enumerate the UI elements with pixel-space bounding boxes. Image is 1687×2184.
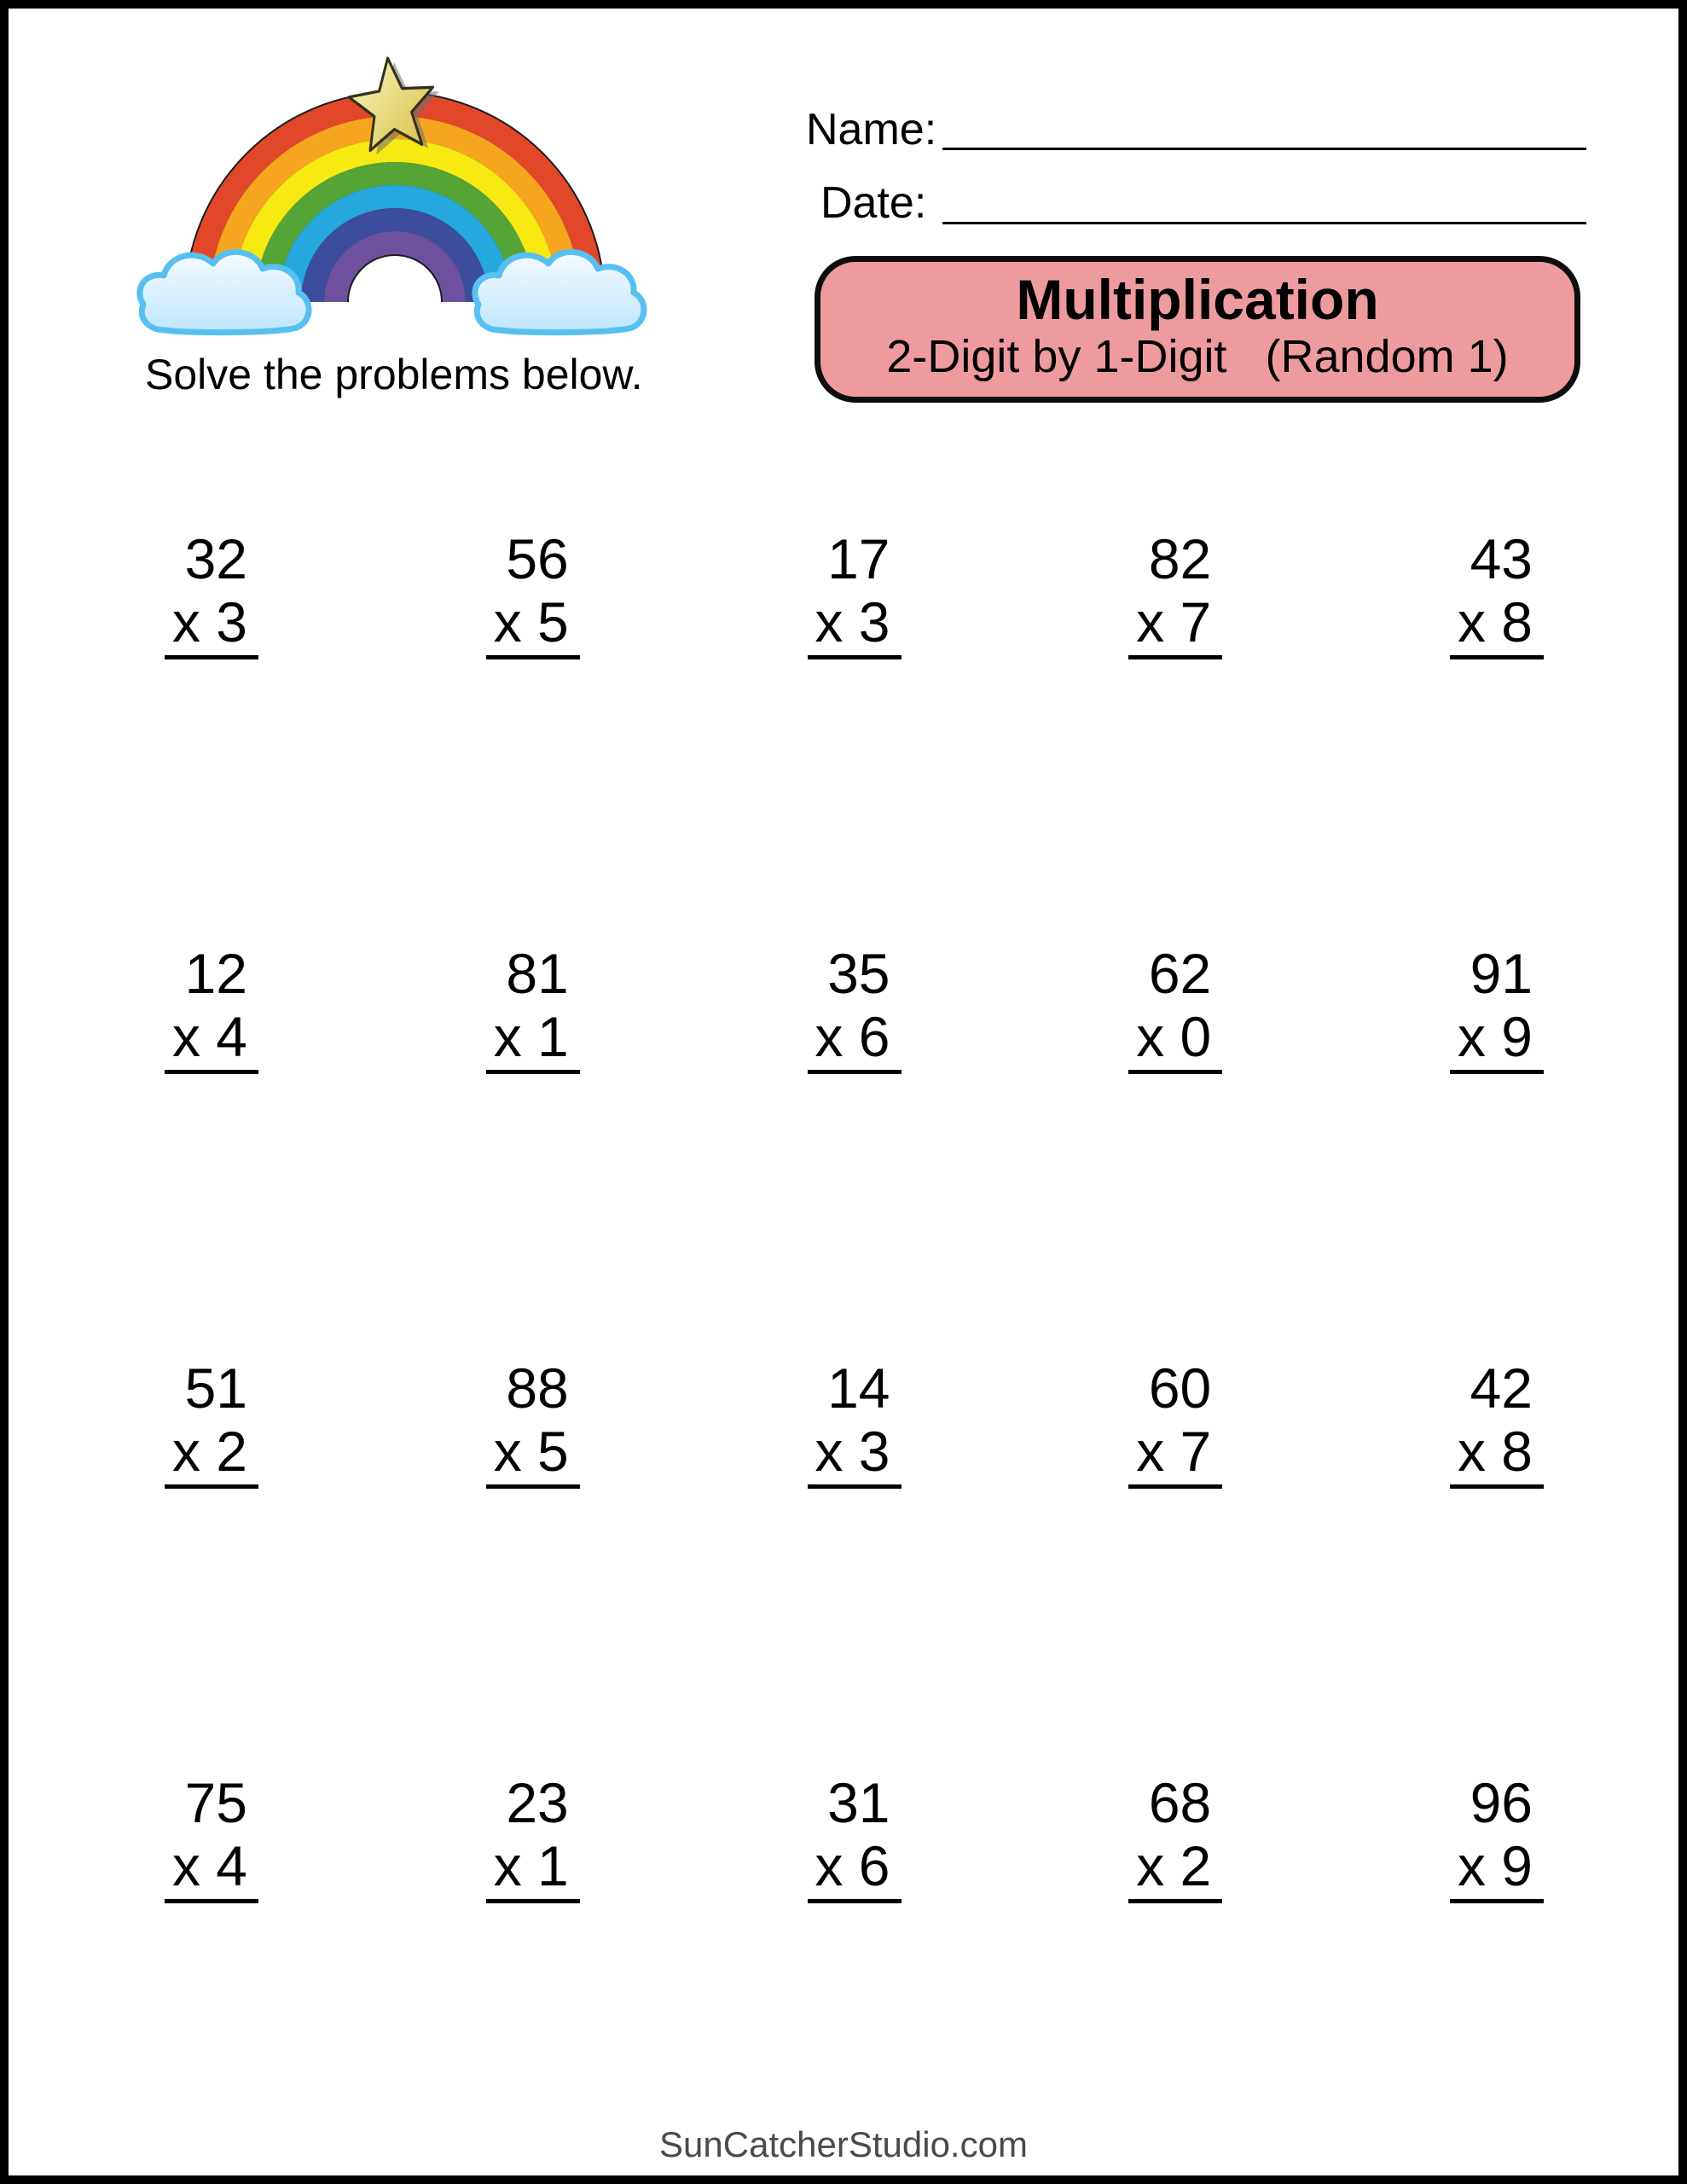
multiplication-problem	[808, 527, 901, 945]
multiplication-problem	[808, 1771, 901, 2184]
multiplier-row: x 2	[171, 1420, 247, 1483]
multiplicand: 60	[1148, 1356, 1212, 1420]
multiplier-row: x 7	[1136, 590, 1212, 653]
rainbow-graphic	[135, 53, 659, 343]
multiplication-problem	[165, 527, 258, 945]
multiplier-row: x 4	[171, 1005, 247, 1068]
answer-line[interactable]	[1450, 1899, 1544, 1903]
problems-grid	[165, 527, 1544, 2184]
multiplier-row: x 9	[1457, 1834, 1533, 1897]
worksheet-subtitle: 2-Digit by 1-Digit	[886, 331, 1227, 383]
footer-site: SunCatcherStudio.com	[659, 2124, 1028, 2164]
title-box	[815, 256, 1580, 403]
multiplication-problem	[1128, 1771, 1222, 2184]
multiplier-row: x 3	[815, 590, 890, 653]
answer-line[interactable]	[1128, 655, 1222, 659]
multiplier-row: x 4	[171, 1834, 247, 1897]
multiplicand: 96	[1470, 1771, 1533, 1834]
multiplicand: 12	[184, 942, 247, 1005]
answer-line[interactable]	[1128, 1484, 1222, 1489]
multiplication-problem	[165, 1771, 258, 2184]
multiplicand: 68	[1148, 1771, 1212, 1834]
answer-line[interactable]	[486, 655, 580, 659]
multiplication-problem	[486, 1356, 580, 1774]
multiplication-problem	[1450, 1356, 1544, 1774]
multiplication-problem	[1128, 1356, 1222, 1774]
rainbow-band-purple	[336, 243, 455, 303]
worksheet-subtitle-note: (Random 1)	[1265, 331, 1509, 383]
multiplier-row: x 8	[1457, 590, 1533, 653]
multiplier-row: x 1	[493, 1005, 569, 1068]
multiplication-problem	[1450, 1771, 1544, 2184]
multiplicand: 82	[1148, 527, 1212, 590]
answer-line[interactable]	[165, 1899, 258, 1903]
multiplicand: 35	[827, 942, 890, 1005]
multiplicand: 42	[1470, 1356, 1533, 1420]
answer-line[interactable]	[808, 1484, 901, 1489]
multiplier-row: x 3	[815, 1420, 890, 1483]
answer-line[interactable]	[165, 1484, 258, 1489]
multiplicand: 56	[506, 527, 569, 590]
worksheet-subtitle-row	[820, 333, 1574, 381]
multiplicand: 43	[1470, 527, 1533, 590]
answer-line[interactable]	[1450, 1070, 1544, 1074]
answer-line[interactable]	[1128, 1070, 1222, 1074]
answer-line[interactable]	[808, 655, 901, 659]
multiplicand: 81	[506, 942, 569, 1005]
name-label: Name:	[806, 105, 937, 154]
multiplicand: 75	[184, 1771, 247, 1834]
multiplication-problem	[808, 942, 901, 1360]
multiplication-problem	[486, 1771, 580, 2184]
multiplication-problem	[808, 1356, 901, 1774]
multiplication-problem	[165, 942, 258, 1360]
multiplicand: 51	[184, 1356, 247, 1420]
multiplicand: 14	[827, 1356, 890, 1420]
multiplication-problem	[1128, 942, 1222, 1360]
answer-line[interactable]	[1450, 655, 1544, 659]
multiplicand: 91	[1470, 942, 1533, 1005]
multiplication-problem	[1128, 527, 1222, 945]
multiplicand: 17	[827, 527, 890, 590]
multiplier-row: x 8	[1457, 1420, 1533, 1483]
name-line[interactable]	[942, 148, 1586, 150]
problem-row	[165, 1356, 1544, 1774]
answer-line[interactable]	[486, 1899, 580, 1903]
multiplier-row: x 6	[815, 1834, 890, 1897]
answer-line[interactable]	[808, 1070, 901, 1074]
multiplicand: 88	[506, 1356, 569, 1420]
problem-row	[165, 1771, 1544, 2184]
multiplicand: 31	[827, 1771, 890, 1834]
multiplicand: 23	[506, 1771, 569, 1834]
answer-line[interactable]	[165, 1070, 258, 1074]
multiplier-row: x 2	[1136, 1834, 1212, 1897]
answer-line[interactable]	[165, 655, 258, 659]
multiplier-row: x 1	[493, 1834, 569, 1897]
date-label: Date:	[820, 178, 927, 228]
multiplier-row: x 7	[1136, 1420, 1212, 1483]
multiplier-row: x 3	[171, 590, 247, 653]
multiplication-problem	[486, 942, 580, 1360]
multiplier-row: x 5	[493, 590, 569, 653]
problem-row	[165, 527, 1544, 945]
multiplication-problem	[165, 1356, 258, 1774]
rainbow-svg	[135, 53, 659, 343]
answer-line[interactable]	[808, 1899, 901, 1903]
answer-line[interactable]	[486, 1070, 580, 1074]
multiplier-row: x 5	[493, 1420, 569, 1483]
multiplier-row: x 9	[1457, 1005, 1533, 1068]
solve-instruction: Solve the problems below.	[145, 351, 643, 398]
multiplicand: 32	[184, 527, 247, 590]
problem-row	[165, 942, 1544, 1360]
worksheet-title: Multiplication	[1016, 268, 1379, 331]
answer-line[interactable]	[1128, 1899, 1222, 1903]
multiplication-problem	[1450, 527, 1544, 945]
multiplier-row: x 0	[1136, 1005, 1212, 1068]
answer-line[interactable]	[486, 1484, 580, 1489]
answer-line[interactable]	[1450, 1484, 1544, 1489]
multiplication-problem	[486, 527, 580, 945]
multiplier-row: x 6	[815, 1005, 890, 1068]
date-line[interactable]	[942, 222, 1586, 224]
multiplication-problem	[1450, 942, 1544, 1360]
multiplicand: 62	[1148, 942, 1212, 1005]
